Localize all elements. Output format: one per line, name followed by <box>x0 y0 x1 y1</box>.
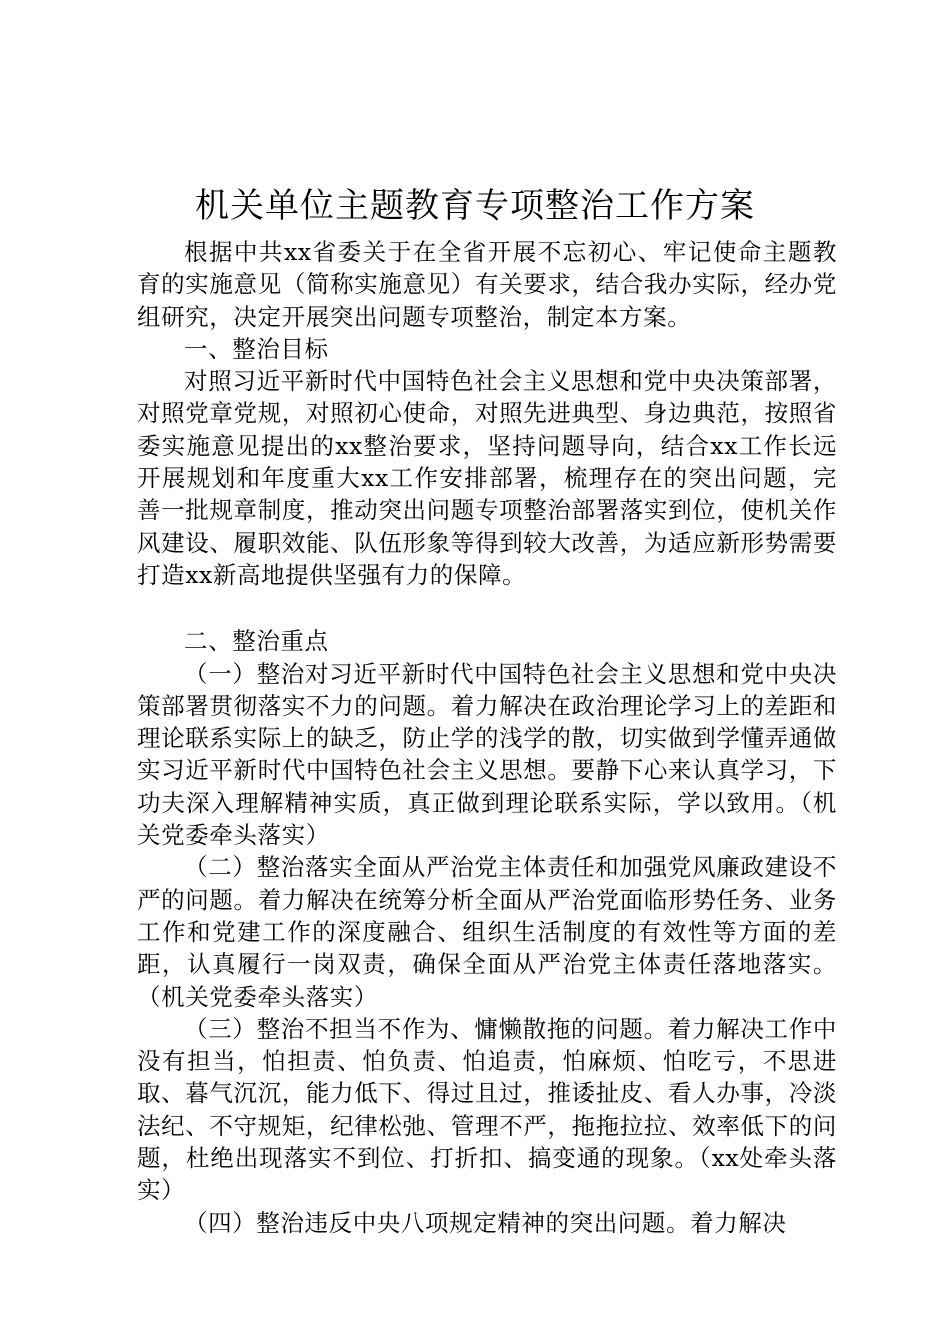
document-title: 机关单位主题教育专项整治工作方案 <box>195 186 755 226</box>
focus-item-3: （三）整治不担当不作为、慵懒散拖的问题。着力解决工作中没有担当，怕担责、怕负责、怕追责，怕麻烦、怕吃亏，不思进取、暮气沉沉，能力低下、得过且过，推诿扯皮、看人办事，冷淡法纪、不守规矩，纪律松弛、管理不严，拖拖拉拉、效率低下的问题，杜绝出现落实不到位、打折扣、搞变通的现象。（xx处牵头落实） <box>137 1014 837 1205</box>
section-heading-goals: 一、整治目标 <box>184 334 329 363</box>
focus-item-2: （二）整治落实全面从严治党主体责任和加强党风廉政建设不严的问题。着力解决在统筹分析全面从严治党面临形势任务、业务工作和党建工作的深度融合、组织生活制度的有效性等方面的差距，认真履行一岗双责，确保全面从严治党主体责任落地落实。（机关党委牵头落实） <box>137 853 837 1011</box>
document-body <box>137 236 837 1239</box>
focus-item-4: （四）整治违反中央八项规定精神的突出问题。着力解决 <box>184 1208 787 1237</box>
intro-paragraph: 根据中共xx省委关于在全省开展不忘初心、牢记使命主题教育的实施意见（简称实施意见）有关要求，结合我办实际，经办党组研究，决定开展突出问题专项整治，制定本方案。 <box>137 238 837 331</box>
section-heading-focus: 二、整治重点 <box>184 627 329 656</box>
focus-item-1: （一）整治对习近平新时代中国特色社会主义思想和党中央决策部署贯彻落实不力的问题。着力解决在政治理论学习上的差距和理论联系实际上的缺乏，防止学的浅学的散，切实做到学懂弄通做实习近平新时代中国特色社会主义思想。要静下心来认真学习，下功夫深入理解精神实质，真正做到理论联系实际，学以致用。（机关党委牵头落实） <box>137 659 837 850</box>
goals-paragraph: 对照习近平新时代中国特色社会主义思想和党中央决策部署，对照党章党规，对照初心使命，对照先进典型、身边典范，按照省委实施意见提出的xx整治要求，坚持问题导向，结合xx工作长远开展规划和年度重大xx工作安排部署，梳理存在的突出问题，完善一批规章制度，推动突出问题专项整治部署落实到位，使机关作风建设、履职效能、队伍形象等得到较大改善，为适应新形势需要打造xx新高地提供坚强有力的保障。 <box>137 367 837 589</box>
